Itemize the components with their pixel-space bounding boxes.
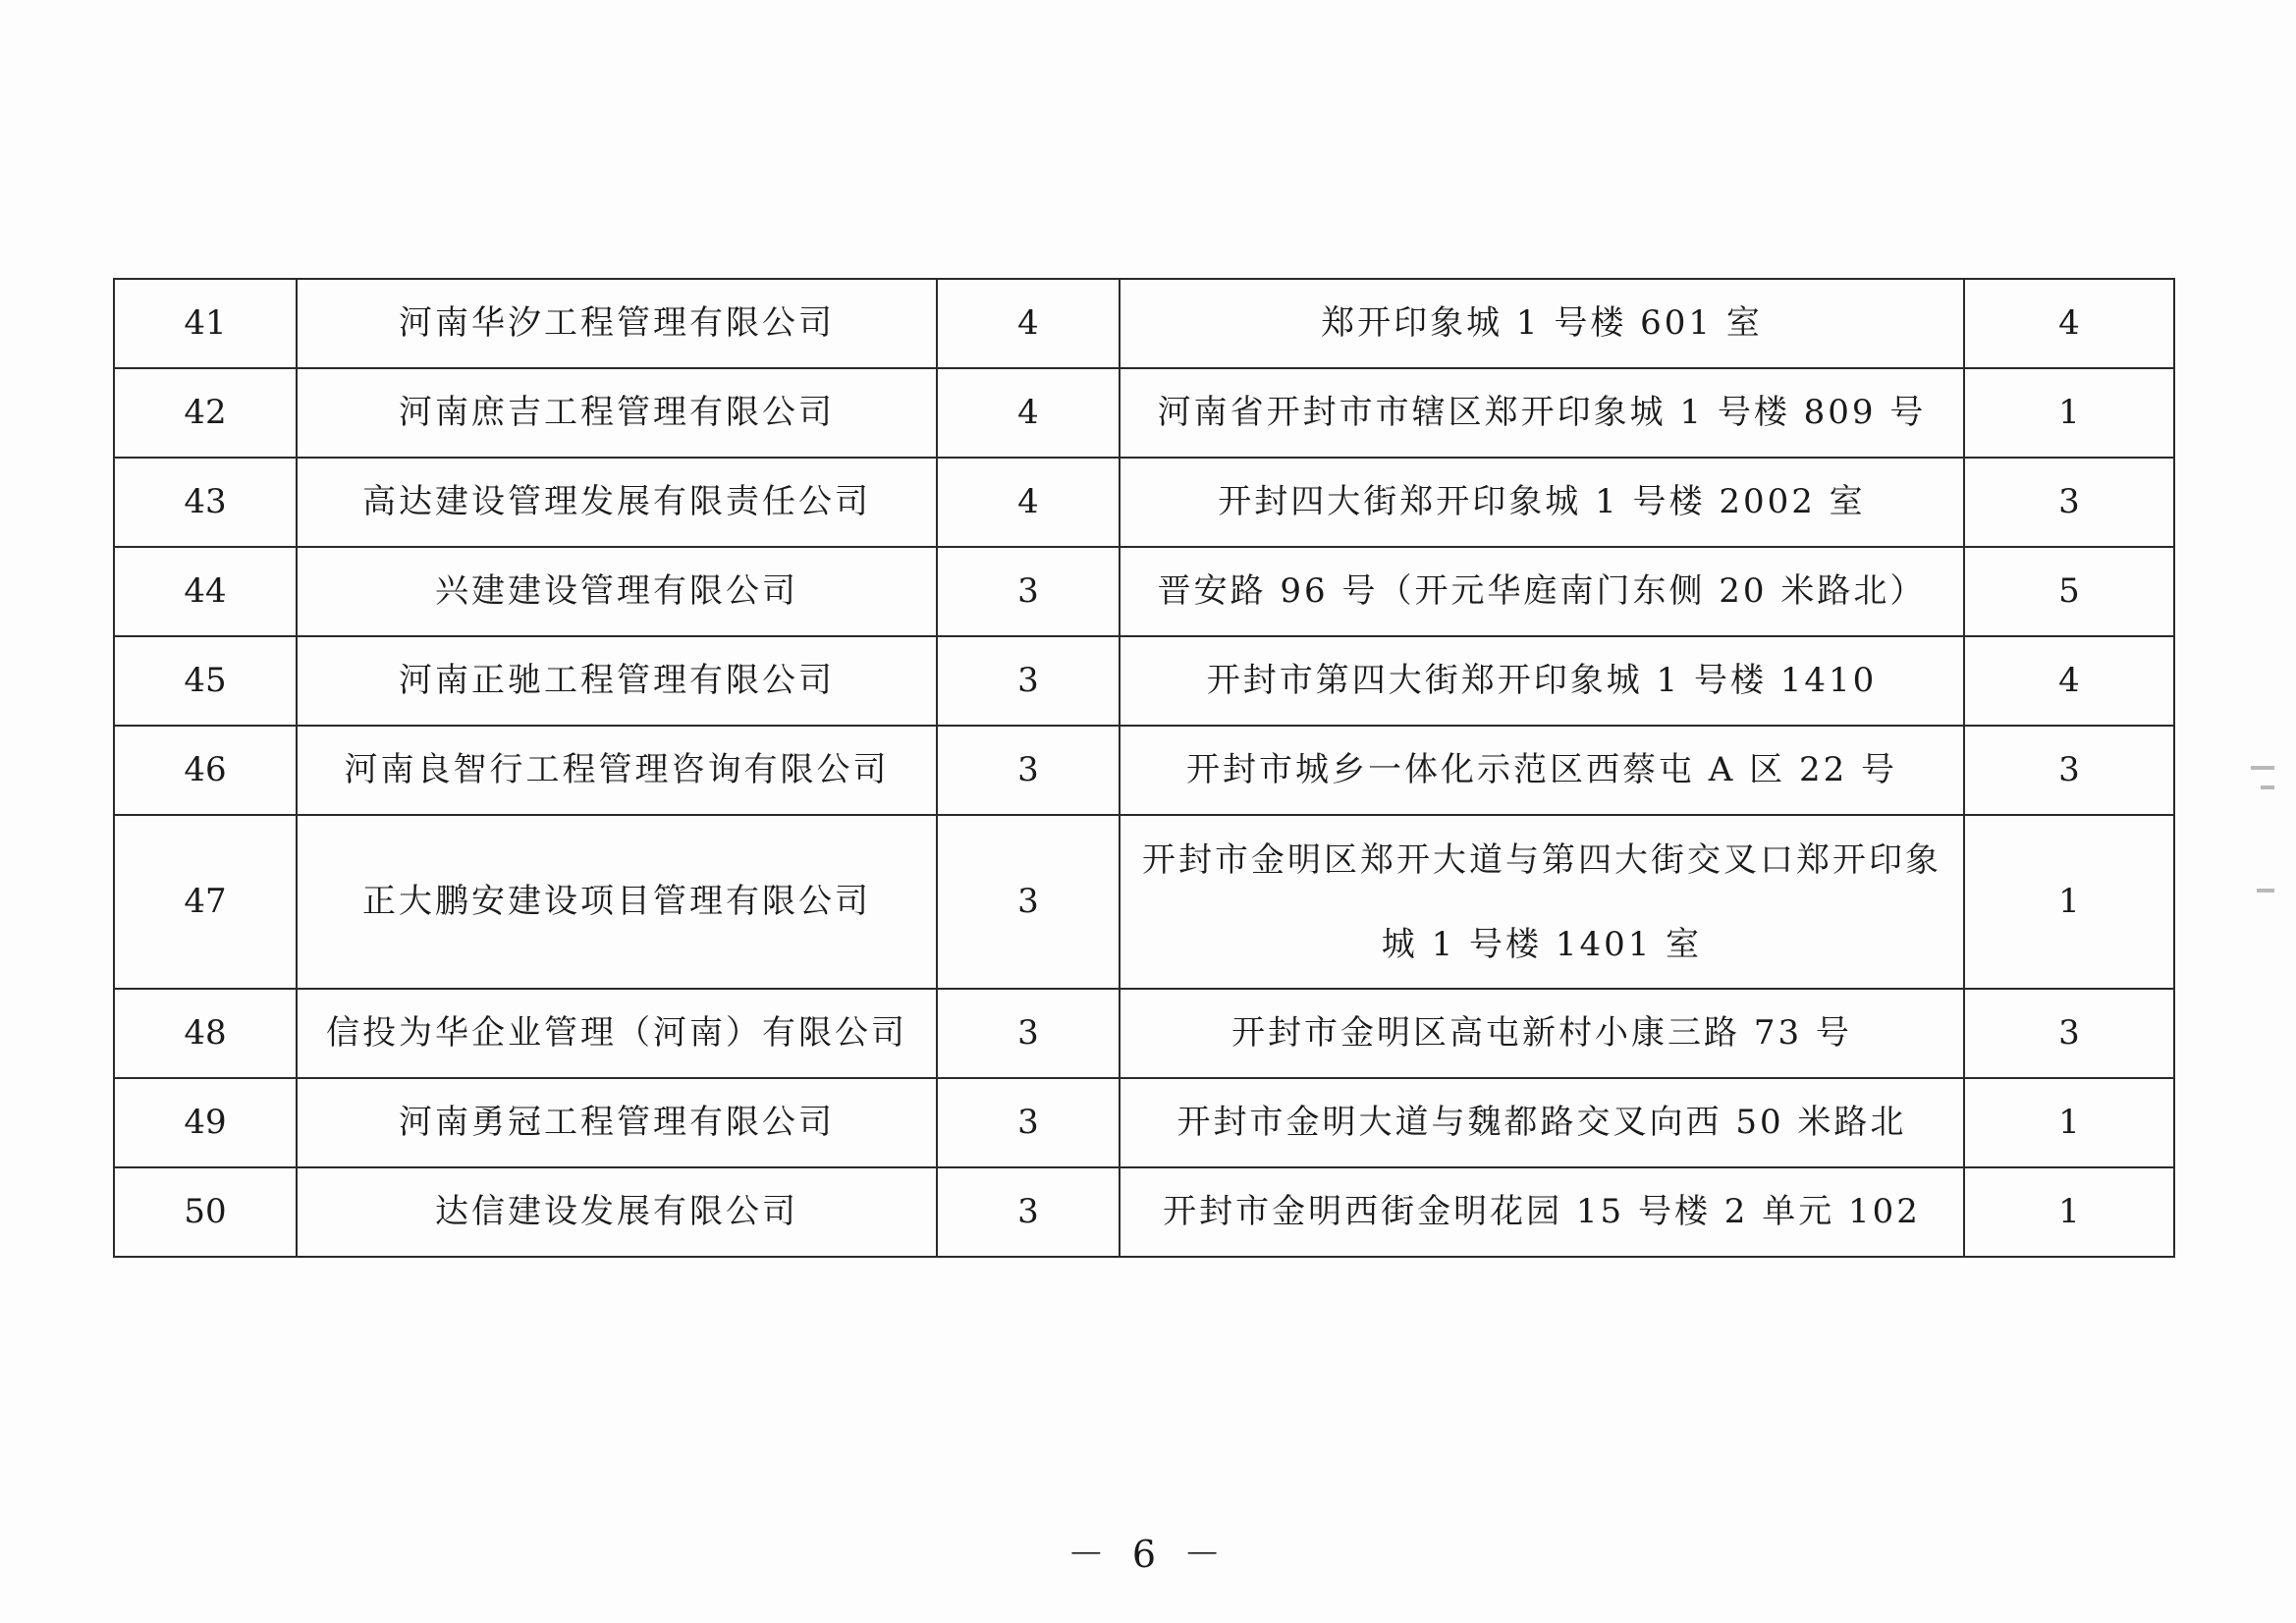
company-count: 3: [937, 726, 1120, 815]
company-score: 4: [1964, 636, 2174, 726]
table-row: [114, 636, 2174, 726]
company-count: 3: [937, 1167, 1120, 1257]
table-row: [114, 1167, 2174, 1257]
row-index: 48: [114, 989, 297, 1078]
company-count: 4: [937, 458, 1120, 547]
company-count: 3: [937, 547, 1120, 636]
row-index: 47: [114, 815, 297, 989]
row-index: 50: [114, 1167, 297, 1257]
scan-artifact: [2261, 785, 2274, 789]
company-count: 3: [937, 1078, 1120, 1167]
company-name: 河南勇冠工程管理有限公司: [297, 1078, 937, 1167]
row-index: 45: [114, 636, 297, 726]
row-index: 44: [114, 547, 297, 636]
company-score: 1: [1964, 1167, 2174, 1257]
company-count: 3: [937, 636, 1120, 726]
table-row: [114, 726, 2174, 815]
company-name: 河南正驰工程管理有限公司: [297, 636, 937, 726]
company-score: 3: [1964, 458, 2174, 547]
row-index: 46: [114, 726, 297, 815]
row-index: 43: [114, 458, 297, 547]
row-index: 49: [114, 1078, 297, 1167]
company-name: 河南庶吉工程管理有限公司: [297, 368, 937, 458]
scan-artifact: [2251, 766, 2274, 770]
company-score: 3: [1964, 989, 2174, 1078]
company-score: 1: [1964, 368, 2174, 458]
company-address: 河南省开封市市辖区郑开印象城 1 号楼 809 号: [1120, 368, 1964, 458]
company-count: 4: [937, 279, 1120, 368]
scan-artifact: [2257, 889, 2274, 893]
table-row: [114, 1078, 2174, 1167]
company-address: 开封市金明大道与魏都路交叉向西 50 米路北: [1120, 1078, 1964, 1167]
company-name: 正大鹏安建设项目管理有限公司: [297, 815, 937, 989]
company-score: 1: [1964, 815, 2174, 989]
company-count: 3: [937, 815, 1120, 989]
table-row: [114, 547, 2174, 636]
company-address: 开封市第四大街郑开印象城 1 号楼 1410: [1120, 636, 1964, 726]
table-row: [114, 368, 2174, 458]
company-address: 晋安路 96 号（开元华庭南门东侧 20 米路北）: [1120, 547, 1964, 636]
table-row: [114, 989, 2174, 1078]
company-score: 5: [1964, 547, 2174, 636]
company-address: 开封市金明区郑开大道与第四大街交叉口郑开印象城 1 号楼 1401 室: [1120, 815, 1964, 989]
row-index: 41: [114, 279, 297, 368]
company-name: 兴建建设管理有限公司: [297, 547, 937, 636]
company-address: 开封市金明区高屯新村小康三路 73 号: [1120, 989, 1964, 1078]
company-name: 达信建设发展有限公司: [297, 1167, 937, 1257]
company-name: 河南华汐工程管理有限公司: [297, 279, 937, 368]
table-row: [114, 815, 2174, 989]
table-row: [114, 279, 2174, 368]
company-name: 河南良智行工程管理咨询有限公司: [297, 726, 937, 815]
company-name: 信投为华企业管理（河南）有限公司: [297, 989, 937, 1078]
company-address: 郑开印象城 1 号楼 601 室: [1120, 279, 1964, 368]
company-address: 开封市金明西街金明花园 15 号楼 2 单元 102: [1120, 1167, 1964, 1257]
company-count: 3: [937, 989, 1120, 1078]
row-index: 42: [114, 368, 297, 458]
company-table: [113, 278, 2175, 1258]
company-address: 开封四大街郑开印象城 1 号楼 2002 室: [1120, 458, 1964, 547]
company-score: 1: [1964, 1078, 2174, 1167]
page-number: － 6 －: [1066, 1533, 1230, 1576]
company-score: 4: [1964, 279, 2174, 368]
table-row: [114, 458, 2174, 547]
company-score: 3: [1964, 726, 2174, 815]
company-address: 开封市城乡一体化示范区西蔡屯 A 区 22 号: [1120, 726, 1964, 815]
company-count: 4: [937, 368, 1120, 458]
company-name: 高达建设管理发展有限责任公司: [297, 458, 937, 547]
